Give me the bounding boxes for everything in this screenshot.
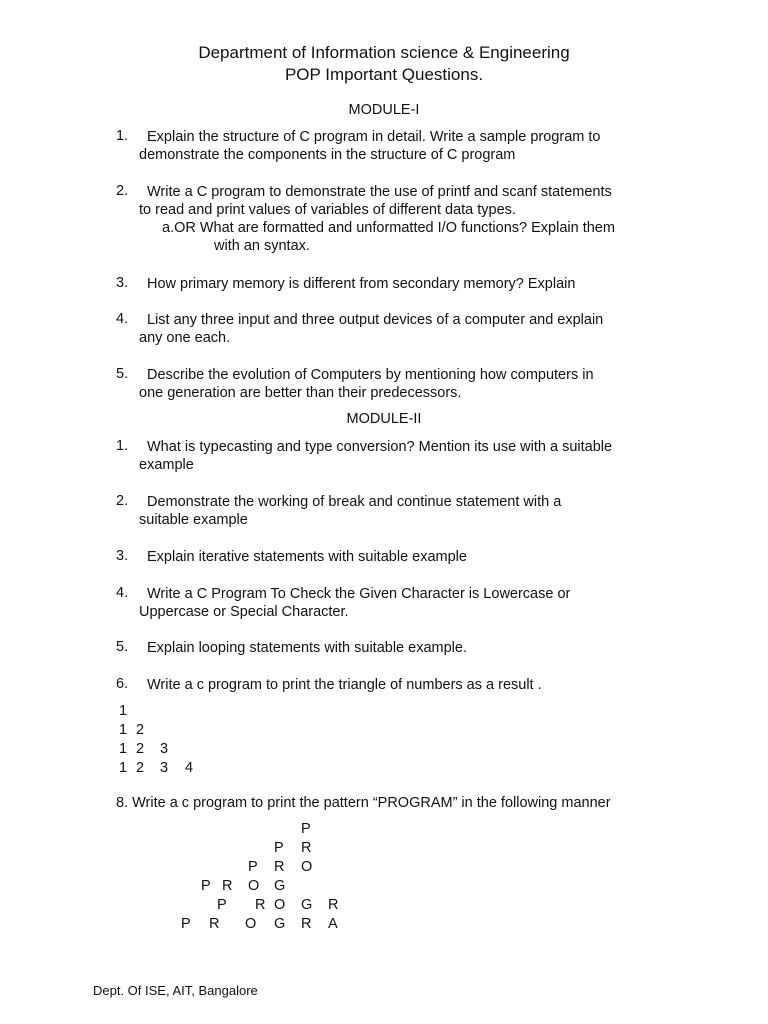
question-number: 5.: [116, 639, 129, 655]
triangle-number: 3: [160, 741, 169, 757]
question-number: 3.: [116, 275, 129, 291]
pattern-letter: G: [274, 916, 286, 932]
question-number: 2.: [116, 183, 129, 199]
triangle-number: 2: [136, 722, 145, 738]
triangle-number: 1: [119, 703, 128, 719]
triangle-number: 1: [119, 722, 128, 738]
triangle-number: 2: [136, 741, 145, 757]
question-text: What is typecasting and type conversion? Mention its use with a suitable example: [139, 439, 613, 473]
triangle-number: 1: [119, 760, 128, 776]
pattern-letter: O: [274, 897, 286, 913]
pattern-letter: R: [222, 878, 233, 894]
question-number: 1.: [116, 438, 129, 454]
question-text: Explain looping statements with suitable example.: [147, 640, 467, 656]
pattern-letter: O: [301, 859, 313, 875]
sub-question: a.OR What are formatted and unformatted I/O functions? Explain them with an syntax.: [162, 220, 615, 254]
question-8: 8. Write a c program to print the pattern “PROGRAM” in the following manner: [116, 795, 611, 811]
module1-heading: MODULE-I: [348, 102, 420, 118]
module2-heading: MODULE-II: [346, 411, 422, 427]
question-number: 4.: [116, 585, 129, 601]
question-text: Write a c program to print the triangle of numbers as a result .: [147, 677, 542, 693]
question-number: 1.: [116, 128, 129, 144]
doc-title: Department of Information science & Engineering: [198, 43, 570, 62]
pattern-letter: A: [328, 916, 338, 932]
pattern-letter: R: [328, 897, 339, 913]
pattern-letter: P: [301, 821, 311, 837]
pattern-letter: P: [248, 859, 258, 875]
question-number: 4.: [116, 311, 129, 327]
triangle-number: 3: [160, 760, 169, 776]
question-text: Write a C Program To Check the Given Character is Lowercase or Uppercase or Special Character.: [139, 586, 571, 620]
pattern-letter: R: [209, 916, 220, 932]
question-number: 6.: [116, 676, 129, 692]
question-text: Explain the structure of C program in detail. Write a sample program to demonstrate the components in the structure of C program: [139, 129, 601, 163]
pattern-letter: O: [245, 916, 257, 932]
question-text: Write a C program to demonstrate the use of printf and scanf statements to read and print values of variables of different data types.: [139, 184, 612, 218]
question-number: 2.: [116, 493, 129, 509]
question-text: How primary memory is different from secondary memory? Explain: [147, 276, 576, 292]
pattern-letter: P: [201, 878, 211, 894]
triangle-number: 1: [119, 741, 128, 757]
triangle-number: 2: [136, 760, 145, 776]
pattern-letter: P: [217, 897, 227, 913]
doc-subtitle: POP Important Questions.: [284, 65, 484, 84]
pattern-letter: P: [274, 840, 284, 856]
question-text: Describe the evolution of Computers by mentioning how computers in one generation are better than their predecessors.: [139, 367, 594, 401]
question-number: 3.: [116, 548, 129, 564]
pattern-letter: R: [301, 840, 312, 856]
question-text: Demonstrate the working of break and continue statement with a suitable example: [139, 494, 562, 528]
pattern-letter: R: [301, 916, 312, 932]
question-text: List any three input and three output devices of a computer and explain any one each.: [139, 312, 604, 346]
pattern-letter: P: [181, 916, 191, 932]
triangle-number: 4: [185, 760, 194, 776]
page-footer: Dept. Of ISE, AIT, Bangalore: [93, 983, 258, 998]
pattern-letter: R: [274, 859, 285, 875]
question-text: Explain iterative statements with suitable example: [147, 549, 467, 565]
pattern-letter: G: [274, 878, 286, 894]
pattern-letter: R: [255, 897, 266, 913]
pattern-letter: G: [301, 897, 313, 913]
question-number: 5.: [116, 366, 129, 382]
pattern-letter: O: [248, 878, 260, 894]
